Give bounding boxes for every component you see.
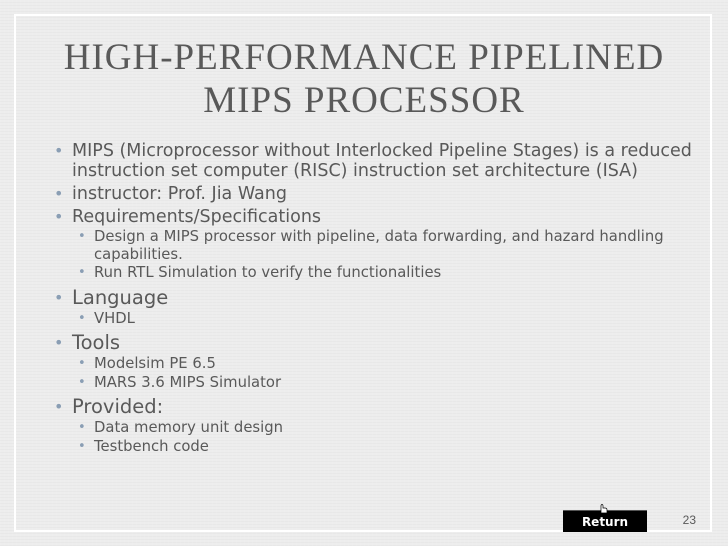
subbullet-vhdl: • VHDL (52, 310, 692, 328)
bullet-tools: • Tools (52, 331, 692, 354)
bullet-provided: • Provided: (52, 395, 692, 418)
subbullet-testbench: • Testbench code (52, 438, 692, 456)
title-line-2: MIPS PROCESSOR (203, 80, 525, 121)
bullet-requirements: • Requirements/Specifications (52, 207, 692, 227)
subbullet-rtl-simulation: • Run RTL Simulation to verify the functionalities (52, 264, 692, 282)
return-button-label: Return (581, 514, 629, 529)
page-number: 23 (682, 513, 696, 527)
subbullet-mars: • MARS 3.6 MIPS Simulator (52, 374, 692, 392)
subbullet-modelsim: • Modelsim PE 6.5 (52, 355, 692, 373)
hand-cursor-icon (597, 503, 609, 513)
return-button[interactable] (563, 510, 647, 532)
subbullet-design: • Design a MIPS processor with pipeline, data forwarding, and hazard handling capabilities. (52, 228, 692, 263)
bullet-mips-definition: • MIPS (Microprocessor without Interlocked Pipeline Stages) is a reduced instruction set computer (RISC) instruction set architecture (ISA) (52, 141, 692, 181)
bullet-instructor: • instructor: Prof. Jia Wang (52, 184, 692, 204)
subbullet-data-memory: • Data memory unit design (52, 419, 692, 437)
slide-title (40, 36, 688, 122)
bullet-list (52, 141, 692, 455)
bullet-language: • Language (52, 286, 692, 309)
title-line-1: HIGH-PERFORMANCE PIPELINED (63, 37, 665, 78)
